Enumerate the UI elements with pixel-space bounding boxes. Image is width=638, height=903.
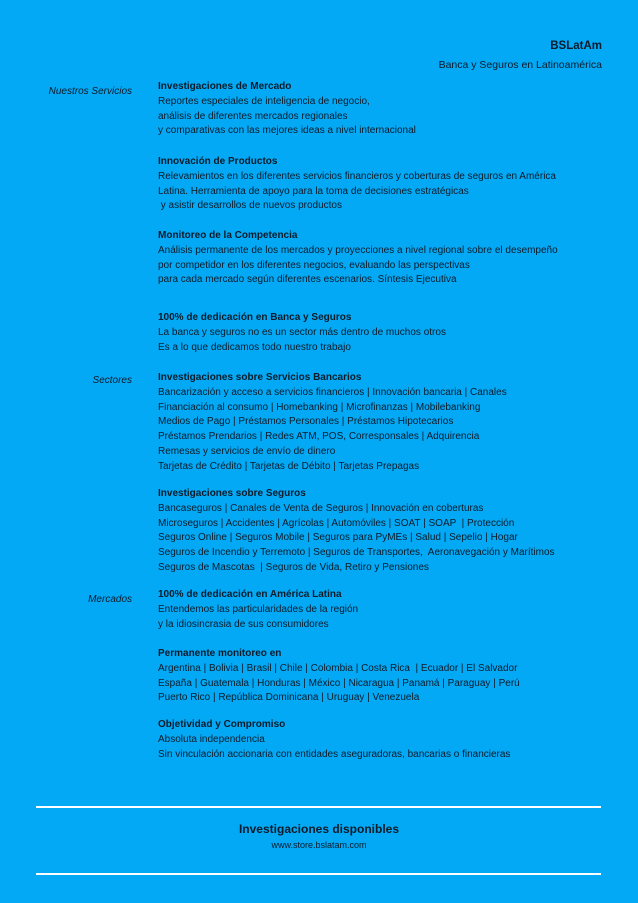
block-monitoreo-competencia xyxy=(158,229,601,288)
block-innovacion-productos xyxy=(158,155,601,214)
footer xyxy=(0,822,638,850)
block-line: Bancarización y acceso a servicios financieros | Innovación bancaria | Canales xyxy=(158,386,507,398)
block-title: Innovación de Productos xyxy=(158,156,278,167)
block-line: y asistir desarrollos de nuevos productos xyxy=(158,200,342,212)
block-line: Seguros Online | Seguros Mobile | Seguros para PyMEs | Salud | Sepelio | Hogar xyxy=(158,532,518,544)
block-title: Objetividad y Compromiso xyxy=(158,719,286,730)
block-line: Absoluta independencia xyxy=(158,733,265,745)
block-title: 100% de dedicación en América Latina xyxy=(158,589,342,600)
block-line: La banca y seguros no es un sector más dentro de muchos otros xyxy=(158,326,446,338)
block-dedicacion-america-latina xyxy=(158,588,601,632)
block-line: Seguros de Mascotas | Seguros de Vida, Retiro y Pensiones xyxy=(158,561,429,573)
section-label-mercados: Mercados xyxy=(88,594,132,605)
bottom-divider xyxy=(36,873,601,875)
block-title: Permanente monitoreo en xyxy=(158,648,282,659)
footer-title: Investigaciones disponibles xyxy=(238,822,400,836)
section-label-servicios: Nuestros Servicios xyxy=(48,86,132,97)
block-line: Seguros de Incendio y Terremoto | Seguros de Transportes, Aeronavegación y Marítimos xyxy=(158,547,555,559)
block-line: España | Guatemala | Honduras | México | Nicaragua | Panamá | Paraguay | Perú xyxy=(158,677,520,689)
block-line: Tarjetas de Crédito | Tarjetas de Débito | Tarjetas Prepagas xyxy=(158,460,420,472)
block-line: Remesas y servicios de envío de dinero xyxy=(158,445,336,457)
block-line: Financiación al consumo | Homebanking | Microfinanzas | Mobilebanking xyxy=(158,401,481,413)
block-investigaciones-mercado xyxy=(158,80,601,139)
block-line: Bancaseguros | Canales de Venta de Seguros | Innovación en coberturas xyxy=(158,502,484,514)
block-title: Investigaciones sobre Servicios Bancarios xyxy=(158,372,362,383)
brand-name: BSLatAm xyxy=(550,40,602,52)
block-seguros xyxy=(158,487,601,576)
section-label-sectores: Sectores xyxy=(92,375,132,386)
block-line: Medios de Pago | Préstamos Personales | Préstamos Hipotecarios xyxy=(158,416,454,428)
block-line: por competidor en los diferentes negocios, evaluando las perspectivas xyxy=(158,259,470,271)
block-line: Entendemos las particularidades de la región xyxy=(158,603,359,615)
block-line: y la idiosincrasia de sus consumidores xyxy=(158,618,329,630)
block-line: Préstamos Prendarios | Redes ATM, POS, Corresponsales | Adquirencia xyxy=(158,431,480,443)
page-header xyxy=(439,40,602,71)
block-line: Puerto Rico | República Dominicana | Uruguay | Venezuela xyxy=(158,692,420,704)
block-monitoreo-paises xyxy=(158,647,601,706)
block-line: análisis de diferentes mercados regionales xyxy=(158,110,348,122)
block-objetividad-compromiso xyxy=(158,718,601,762)
block-line: Argentina | Bolivia | Brasil | Chile | Colombia | Costa Rica | Ecuador | El Salvador xyxy=(158,662,518,674)
block-line: para cada mercado según diferentes escenarios. Síntesis Ejecutiva xyxy=(158,274,457,286)
block-title: Monitoreo de la Competencia xyxy=(158,230,298,241)
block-dedicacion-banca-seguros xyxy=(158,311,601,355)
block-title: 100% de dedicación en Banca y Seguros xyxy=(158,312,352,323)
block-line: Microseguros | Accidentes | Agrícolas | Automóviles | SOAT | SOAP | Protección xyxy=(158,517,515,529)
footer-url-link[interactable]: www.store.bslatam.com xyxy=(271,840,367,850)
block-line: Sin vinculación accionaria con entidades aseguradoras, bancarias o financieras xyxy=(158,748,511,760)
block-title: Investigaciones de Mercado xyxy=(158,81,292,92)
block-line: Relevamientos en los diferentes servicios financieros y coberturas de seguros en América xyxy=(158,170,556,182)
block-line: Es a lo que dedicamos todo nuestro trabajo xyxy=(158,341,351,353)
brand-tagline: Banca y Seguros en Latinoamérica xyxy=(438,59,602,71)
top-divider xyxy=(36,806,601,808)
block-line: Latina. Herramienta de apoyo para la toma de decisiones estratégicas xyxy=(158,185,469,197)
block-line: Análisis permanente de los mercados y proyecciones a nivel regional sobre el desempeño xyxy=(158,244,558,256)
block-servicios-bancarios xyxy=(158,371,601,475)
block-line: Reportes especiales de inteligencia de negocio, xyxy=(158,95,370,107)
block-line: y comparativas con las mejores ideas a nivel internacional xyxy=(158,125,416,137)
block-title: Investigaciones sobre Seguros xyxy=(158,488,306,499)
